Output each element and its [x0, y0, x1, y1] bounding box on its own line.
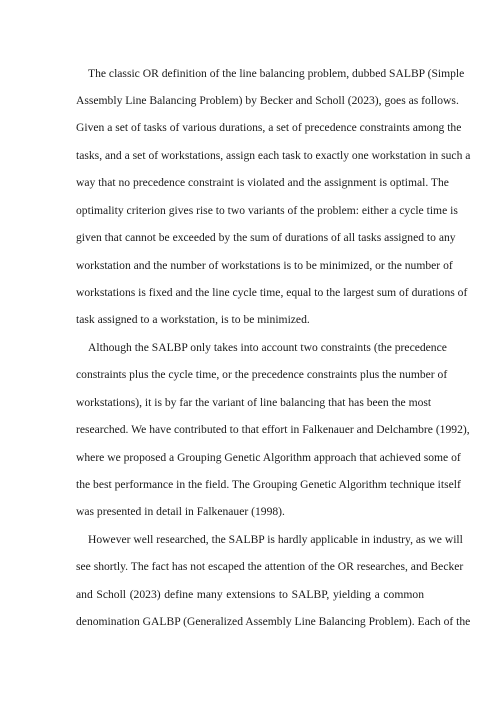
paragraph-1-line-2: Assembly Line Balancing Problem) by Becker and Scholl (2023), goes as follows. — [76, 94, 459, 107]
paragraph-2-line-5: where we proposed a Grouping Genetic Algorithm approach that achieved some of — [76, 451, 461, 464]
paragraph-2-line-4: researched. We have contributed to that effort in Falkenauer and Delchambre (1992), — [76, 423, 470, 436]
paragraph-3-line-4: denomination GALBP (Generalized Assembly Line Balancing Problem). Each of the — [76, 615, 471, 628]
paragraph-2-line-1: Although the SALBP only takes into account two constraints (the precedence — [88, 341, 447, 354]
paragraph-1-line-8: workstation and the number of workstations is to be minimized, or the number of — [76, 259, 453, 272]
paragraph-1-line-7: given that cannot be exceeded by the sum of durations of all tasks assigned to any — [76, 231, 456, 244]
paragraph-1-line-3: Given a set of tasks of various durations, a set of precedence constraints among the — [76, 121, 462, 134]
paragraph-2-line-7: was presented in detail in Falkenauer (1998). — [76, 505, 285, 518]
paragraph-2-line-6: the best performance in the field. The Grouping Genetic Algorithm technique itself — [76, 478, 461, 491]
paragraph-1-line-6: optimality criterion gives rise to two variants of the problem: either a cycle time is — [76, 204, 458, 217]
paragraph-3-line-3: and Scholl (2023) define many extensions to SALBP, yielding a common — [76, 588, 424, 601]
paragraph-1-line-5: way that no precedence constraint is violated and the assignment is optimal. The — [76, 176, 449, 189]
paragraph-1-line-4: tasks, and a set of workstations, assign each task to exactly one workstation in such a — [76, 149, 471, 162]
paragraph-3-line-1: However well researched, the SALBP is hardly applicable in industry, as we will — [88, 533, 463, 546]
paragraph-1-line-10: task assigned to a workstation, is to be minimized. — [76, 313, 310, 326]
paragraph-1-line-9: workstations is fixed and the line cycle time, equal to the largest sum of durations of — [76, 286, 468, 299]
paragraph-2-line-3: workstations), it is by far the variant of line balancing that has been the most — [76, 396, 432, 409]
paragraph-2-line-2: constraints plus the cycle time, or the precedence constraints plus the number of — [76, 368, 448, 381]
paragraph-1-line-1: The classic OR definition of the line balancing problem, dubbed SALBP (Simple — [88, 67, 465, 80]
paragraph-3-line-2: see shortly. The fact has not escaped the attention of the OR researches, and Becker — [76, 560, 464, 573]
